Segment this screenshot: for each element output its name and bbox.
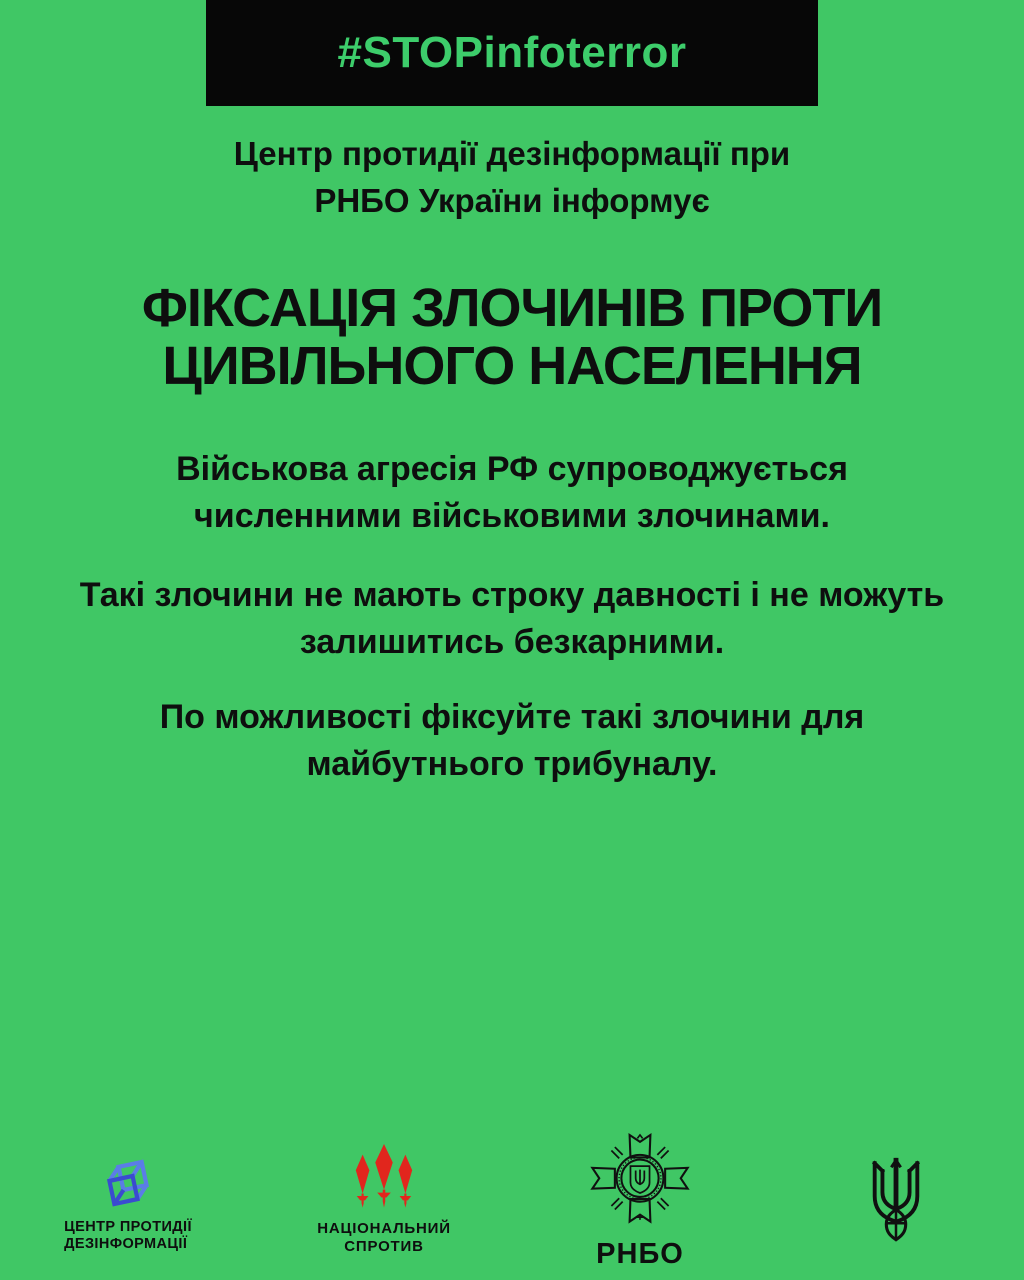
rnbo-emblem-icon [588,1131,692,1229]
paragraph-record-crimes [0,694,1024,788]
resistance-logo-label [317,1220,451,1256]
logo-tryzub [768,1128,1024,1280]
triple-arrows-icon [349,1143,419,1213]
paragraph-line: майбутнього трибуналу. [306,745,718,783]
heading-line-1: ФІКСАЦІЯ ЗЛОЧИНІВ ПРОТИ [141,278,883,338]
resistance-label-line-1: НАЦІОНАЛЬНИЙ [317,1220,451,1237]
main-heading [0,279,1024,395]
intro-line-2: РНБО України інформує [314,182,710,219]
tryzub-icon [865,1157,927,1243]
logo-rnbo [512,1128,768,1280]
logo-center-countering-disinformation [0,1128,256,1280]
ccd-logo-label [64,1219,192,1253]
paragraph-line: Військова агресія РФ супроводжується [176,450,848,488]
resistance-label-line-2: СПРОТИВ [344,1238,424,1255]
paragraph-line: По можливості фіксуйте такі злочини для [159,698,865,736]
ccd-label-line-1: ЦЕНТР ПРОТИДІЇ [64,1219,192,1235]
paragraph-no-statute-of-limitations [0,572,1024,666]
intro-text [0,130,1024,224]
intro-line-1: Центр протидії дезінформації при [233,135,791,172]
paragraph-line: численними військовими злочинами. [194,497,830,535]
paragraph-line: залишитись безкарними. [299,623,725,661]
wireframe-cube-icon [101,1156,155,1210]
rnbo-logo-label: РНБО [596,1238,684,1270]
heading-line-2: ЦИВІЛЬНОГО НАСЕЛЕННЯ [162,336,862,396]
logo-national-resistance [256,1128,512,1280]
logos-footer [0,1128,1024,1280]
paragraph-military-aggression [0,446,1024,540]
hashtag-text: #STOPinfoterror [337,28,687,77]
ccd-label-line-2: ДЕЗІНФОРМАЦІЇ [64,1236,188,1252]
paragraph-line: Такі злочини не мають строку давності і не можуть [79,576,945,614]
hashtag-banner [206,0,818,106]
